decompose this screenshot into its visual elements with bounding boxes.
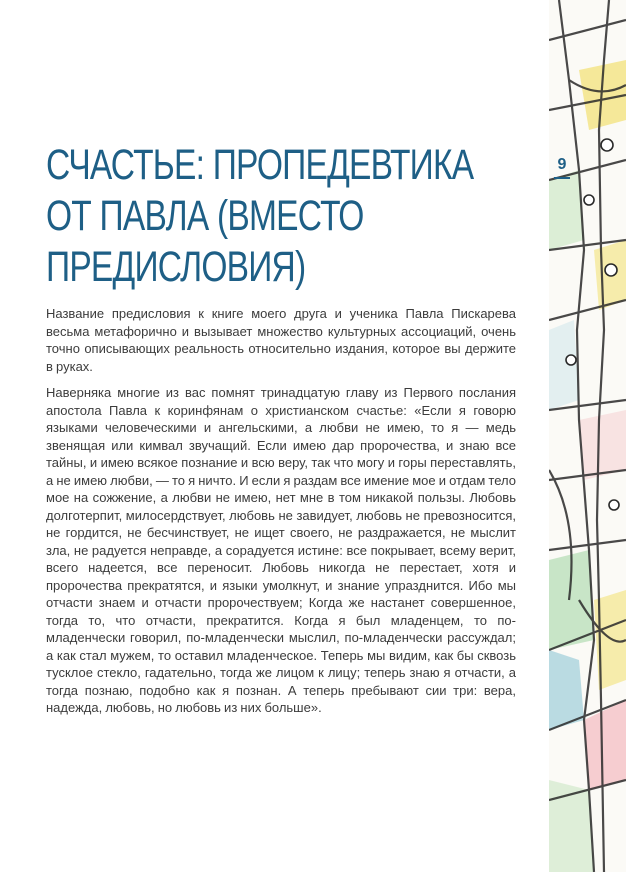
page-number-underline xyxy=(554,177,570,179)
page-number: 9 xyxy=(557,156,567,173)
main-content xyxy=(46,140,516,726)
page-title: СЧАСТЬЕ: ПРОПЕДЕВТИКА ОТ ПАВЛА (ВМЕСТО ПРЕДИСЛОВИЯ) xyxy=(46,141,474,291)
stained-glass-illustration xyxy=(549,0,626,872)
paragraph-intro: Название предисловия к книге моего друга и ученика Павла Пискарева весьма метафорично и вызывает множество культурных ассоциаций, очень точно описывающих реальность относительно издания, которое вы держите в руках. xyxy=(46,306,516,374)
paragraph-quote: Наверняка многие из вас помнят тринадцатую главу из Первого послания апостола Павла к коринфянам о христианском счастье: «Если я говорю языками человеческими и ангельскими, а любви не имею, то я — медь звенящая или кимвал звучащий. Если имею дар пророчества, и знаю все тайны, и имею всякое познание и всю веру, так что могу и горы переставлять, а не имею любви, — то я ничто. И если я раздам все имение мое и отдам тело мое на сожжение, а любви не имею, нет мне в том никакой пользы. Любовь долготерпит, милосердствует, любовь не завидует, любовь не превозносится, не гордится, не бесчинствует, не ищет своего, не раздражается, не мыслит зла, не радуется неправде, а сорадуется истине: все покрывает, всему верит, всего надеется, все переносит. Любовь никогда не перестает, хотя и пророчества прекратятся, и языки умолкнут, и знание упразднится. Ибо мы отчасти знаем и отчасти пророчествуем; Когда же настанет совершенное, тогда то, что отчасти, прекратится. Когда я был младенцем, то по-младенчески говорил, по-младенчески мыслил, по-младенчески рассуждал; а как стал мужем, то оставил младенческое. Теперь мы видим, как бы сквозь тусклое стекло, гадательно, тогда же лицом к лицу; теперь знаю я отчасти, а тогда познаю, подобно как я познан. А теперь пребывают сии три: вера, надежда, любовь, но любовь из них больше». xyxy=(46,385,516,715)
stained-glass-drawing xyxy=(549,0,626,872)
